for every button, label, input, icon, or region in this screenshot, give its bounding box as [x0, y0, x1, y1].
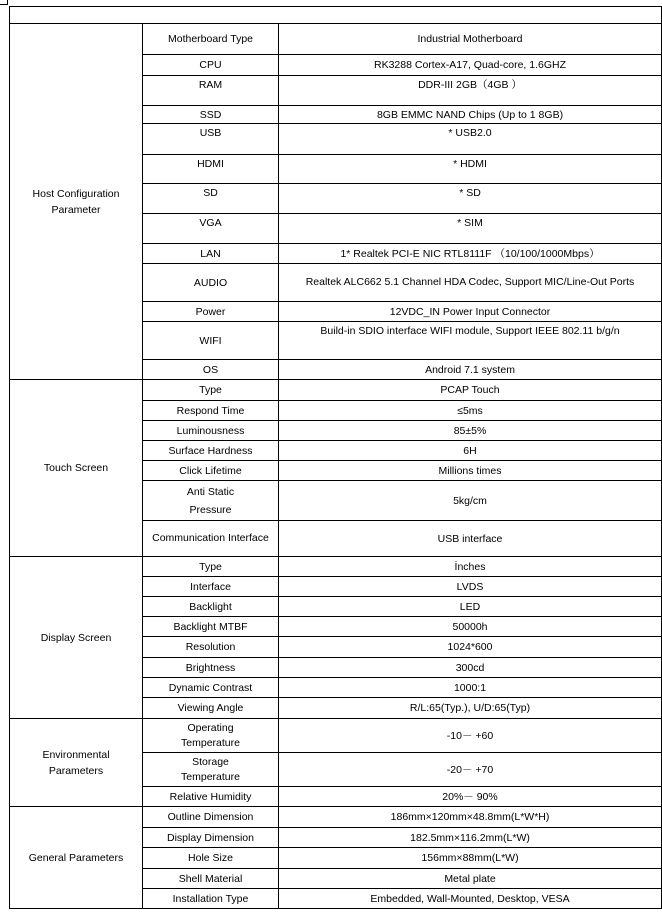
row-value: R/L:65(Typ.), U/D:65(Typ) [279, 698, 662, 719]
row-label: WIFI [143, 322, 279, 360]
row-value: LED [279, 597, 662, 617]
spec-table [9, 6, 662, 909]
row-value: İnches [279, 557, 662, 577]
row-value: 6H [279, 441, 662, 461]
row-label: AUDIO [143, 264, 279, 302]
row-label: Backlight MTBF [143, 617, 279, 637]
row-value: DDR-III 2GB（4GB ） [279, 76, 662, 106]
row-label: RAM [143, 76, 279, 106]
row-label: Resolution [143, 637, 279, 658]
row-value: ≤5ms [279, 401, 662, 421]
row-label: HDMI [143, 155, 279, 184]
row-label: OS [143, 360, 279, 380]
section-display: Display Screen [10, 557, 143, 719]
corner-mark [0, 0, 8, 5]
row-label: Installation Type [143, 889, 279, 909]
row-value: Metal plate [279, 869, 662, 889]
row-label: Respond Time [143, 401, 279, 421]
table-row [10, 380, 662, 401]
row-label: Brightness [143, 658, 279, 678]
row-value: USB interface [279, 521, 662, 557]
row-value: 12VDC_IN Power Input Connector [279, 302, 662, 322]
row-label: Relative Humidity [143, 787, 279, 807]
row-value: RK3288 Cortex-A17, Quad-core, 1.6GHZ [279, 55, 662, 76]
row-value: Android 7.1 system [279, 360, 662, 380]
row-label: Surface Hardness [143, 441, 279, 461]
row-value: 1024*600 [279, 637, 662, 658]
row-value: * USB2.0 [279, 124, 662, 155]
blank-header-cell [10, 7, 662, 24]
table-header-blank-row [10, 7, 662, 24]
row-value: 85±5% [279, 421, 662, 441]
section-touch: Touch Screen [10, 380, 143, 557]
section-host: Host Configuration Parameter [10, 24, 143, 380]
row-value: PCAP Touch [279, 380, 662, 401]
row-label: Luminousness [143, 421, 279, 441]
section-env: Environmental Parameters [10, 719, 143, 807]
table-row [10, 557, 662, 577]
row-value: Embedded, Wall-Mounted, Desktop, VESA [279, 889, 662, 909]
row-label: Power [143, 302, 279, 322]
row-label: Interface [143, 577, 279, 597]
row-label: Shell Material [143, 869, 279, 889]
row-value: 1000:1 [279, 678, 662, 698]
table-row [10, 24, 662, 55]
row-label: SSD [143, 106, 279, 124]
row-label: VGA [143, 214, 279, 244]
row-value: 50000h [279, 617, 662, 637]
row-label: Motherboard Type [143, 24, 279, 55]
row-label: SD [143, 184, 279, 214]
row-value: Industrial Motherboard [279, 24, 662, 55]
row-value: * SD [279, 184, 662, 214]
row-label: CPU [143, 55, 279, 76]
section-general: General Parameters [10, 807, 143, 909]
row-value: * SIM [279, 214, 662, 244]
row-label: Outline Dimension [143, 807, 279, 828]
row-label: Display Dimension [143, 828, 279, 848]
row-value: 182.5mm×116.2mm(L*W) [279, 828, 662, 848]
row-label: Click Lifetime [143, 461, 279, 481]
row-value: 1* Realtek PCI-E NIC RTL8111F （10/100/1000Mbps） [279, 244, 662, 264]
row-label: Hole Size [143, 848, 279, 869]
row-label: Viewing Angle [143, 698, 279, 719]
row-value: 186mm×120mm×48.8mm(L*W*H) [279, 807, 662, 828]
row-label: Operating Temperature [143, 719, 279, 753]
row-value: Build-in SDIO interface WIFI module, Support IEEE 802.11 b/g/n [279, 322, 662, 360]
row-label: LAN [143, 244, 279, 264]
row-label: Anti Static Pressure [143, 481, 279, 521]
row-label: Type [143, 380, 279, 401]
row-value: 5kg/cm [279, 481, 662, 521]
table-row [10, 807, 662, 828]
row-value: Realtek ALC662 5.1 Channel HDA Codec, Support MIC/Line-Out Ports [279, 264, 662, 302]
row-label: Type [143, 557, 279, 577]
row-label: Storage Temperature [143, 753, 279, 787]
row-value: 300cd [279, 658, 662, 678]
row-label: Communication Interface [143, 521, 279, 557]
row-value: -20－ +70 [279, 753, 662, 787]
row-value: LVDS [279, 577, 662, 597]
row-label: Dynamic Contrast [143, 678, 279, 698]
row-value: -10－ +60 [279, 719, 662, 753]
row-value: 8GB EMMC NAND Chips (Up to 1 8GB) [279, 106, 662, 124]
row-value: 20%－ 90% [279, 787, 662, 807]
row-value: * HDMI [279, 155, 662, 184]
row-value: 156mm×88mm(L*W) [279, 848, 662, 869]
row-label: USB [143, 124, 279, 155]
table-row [10, 719, 662, 753]
row-value: Millions times [279, 461, 662, 481]
row-label: Backlight [143, 597, 279, 617]
